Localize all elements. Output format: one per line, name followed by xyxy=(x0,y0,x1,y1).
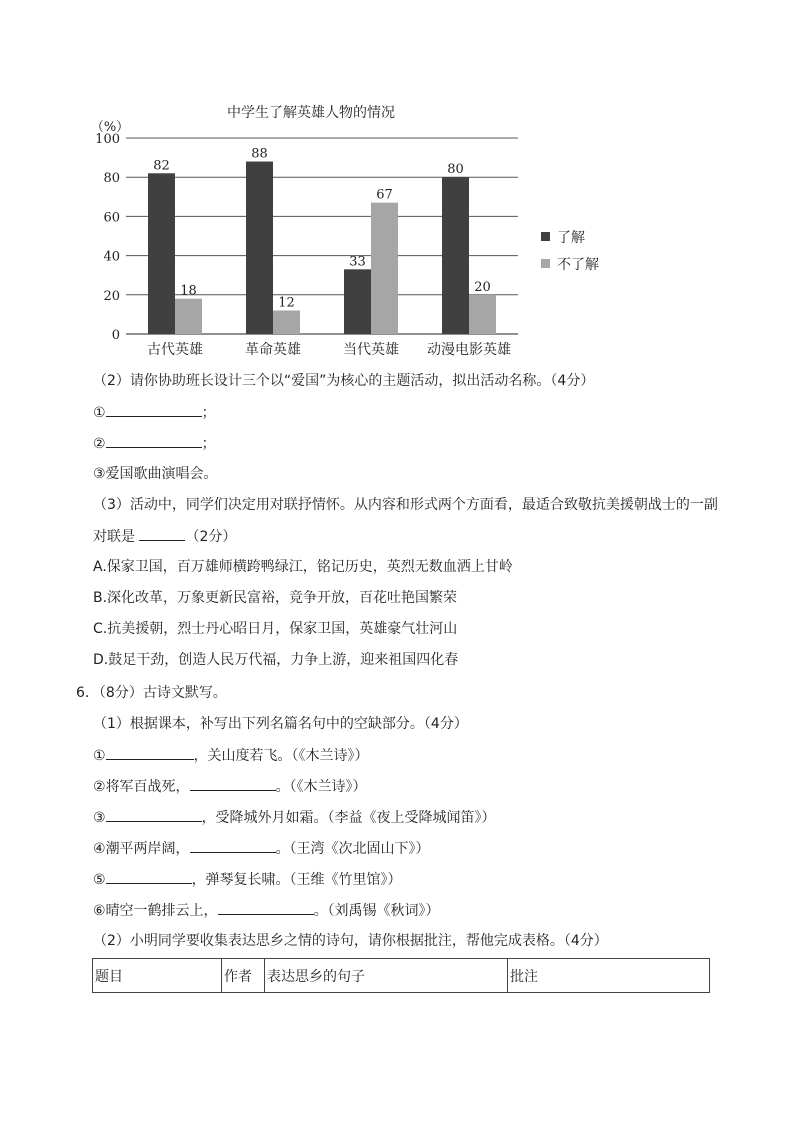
bar-data-label: 33 xyxy=(349,254,366,270)
answer-blank[interactable] xyxy=(106,433,202,448)
answer-blank[interactable] xyxy=(106,745,194,760)
item-after: 。（王湾《次北固山下》） xyxy=(275,841,430,857)
table-header-row xyxy=(93,959,710,993)
q3-prompt-line2 xyxy=(93,526,236,547)
bar-unknown xyxy=(469,295,496,334)
poem-item-2 xyxy=(93,776,367,797)
y-tick-label: 40 xyxy=(103,249,120,265)
header-note: 批注 xyxy=(508,959,710,993)
item-after: ，受降城外月如霜。（李益《夜上受降城闻笛》） xyxy=(201,810,496,826)
item-end: ； xyxy=(201,405,216,421)
poem-item-3 xyxy=(93,807,496,828)
bar-data-label: 82 xyxy=(153,158,170,174)
answer-blank[interactable] xyxy=(106,402,202,417)
y-tick-label: 60 xyxy=(103,210,120,226)
bar-data-label: 18 xyxy=(180,283,197,299)
bar-data-label: 20 xyxy=(474,279,491,295)
poem-item-4 xyxy=(93,838,430,859)
q2-item-2 xyxy=(93,433,216,454)
bar-unknown xyxy=(175,299,202,334)
bar-known xyxy=(148,173,175,334)
y-tick-label: 20 xyxy=(103,288,120,304)
item-after: ，关山度若飞。（《木兰诗》） xyxy=(193,748,369,764)
item-after: 。（《木兰诗》） xyxy=(275,779,367,795)
chart-bars xyxy=(148,147,496,334)
answer-blank[interactable] xyxy=(190,838,276,853)
item-number: ⑥ xyxy=(93,903,106,919)
item-after: ，弹琴复长啸。（王维《竹里馆》） xyxy=(191,872,402,888)
legend-swatch xyxy=(541,232,550,241)
item-before: 将军百战死， xyxy=(105,779,190,795)
bar-unknown xyxy=(371,203,398,334)
header-title: 题目 xyxy=(93,959,222,993)
option-d: D.鼓足干劲，创造人民万代福，力争上游，迎来祖国四化春 xyxy=(93,652,459,668)
item-number: ⑤ xyxy=(93,872,106,888)
x-tick-label: 革命英雄 xyxy=(245,342,301,358)
y-tick-label: 0 xyxy=(111,328,120,343)
poem-item-5 xyxy=(93,869,402,890)
y-tick-label: 100 xyxy=(95,132,120,147)
bar-unknown xyxy=(273,310,300,334)
item-before: 晴空一鹤排云上， xyxy=(105,903,218,919)
item-before: 潮平两岸阔， xyxy=(105,841,190,857)
bar-known xyxy=(344,269,371,334)
answer-blank[interactable] xyxy=(106,869,192,884)
option-b: B.深化改革，万象更新民富裕，竞争开放，百花吐艳国繁荣 xyxy=(93,590,458,606)
bar-data-label: 80 xyxy=(447,162,464,178)
q6-sub2: （2）小明同学要收集表达思乡之情的诗句，请你根据批注，帮他完成表格。（4分） xyxy=(93,933,608,949)
legend-label: 了解 xyxy=(557,230,585,246)
poem-table xyxy=(92,958,710,993)
bar-data-label: 67 xyxy=(376,187,393,203)
bar-data-label: 12 xyxy=(278,295,295,311)
header-line: 表达思乡的句子 xyxy=(265,959,508,993)
answer-blank[interactable] xyxy=(139,526,185,541)
answer-blank[interactable] xyxy=(106,807,202,822)
score-text: （2分） xyxy=(185,529,237,545)
bar-known xyxy=(246,162,273,334)
legend-swatch xyxy=(541,259,550,268)
header-author: 作者 xyxy=(222,959,265,993)
x-axis-labels xyxy=(147,341,511,358)
item-number: ② xyxy=(93,779,106,795)
item-end: ； xyxy=(201,436,216,452)
x-tick-label: 动漫电影英雄 xyxy=(427,342,511,358)
bar-data-label: 88 xyxy=(251,146,268,162)
q6-sub1: （1）根据课本，补写出下列名篇名句中的空缺部分。（4分） xyxy=(93,716,468,732)
q2-item-3: ③爱国歌曲演唱会。 xyxy=(93,466,218,482)
q6-header: 6．（8分）古诗文默写。 xyxy=(76,685,227,701)
bar-known xyxy=(442,177,469,334)
legend-label: 不了解 xyxy=(557,257,599,273)
y-axis-unit: （%） xyxy=(90,120,130,135)
q2-prompt: （2）请你协助班长设计三个以“爱国”为核心的主题活动，拟出活动名称。（4分） xyxy=(93,373,595,389)
answer-blank[interactable] xyxy=(218,900,314,915)
item-number: ② xyxy=(93,436,106,452)
prompt-text: 对联是 xyxy=(93,529,135,545)
item-number: ① xyxy=(93,405,106,421)
chart-title: 中学生了解英雄人物的情况 xyxy=(227,105,395,121)
x-tick-label: 当代英雄 xyxy=(343,342,399,358)
y-tick-label: 80 xyxy=(103,171,120,187)
chart-legend xyxy=(541,230,599,273)
bar-chart xyxy=(0,0,794,370)
item-number: ① xyxy=(93,748,106,764)
poem-item-6 xyxy=(93,900,440,921)
option-c: C.抗美援朝，烈士丹心昭日月，保家卫国，英雄豪气壮河山 xyxy=(93,621,458,637)
item-after: 。（刘禹锡《秋词》） xyxy=(313,903,440,919)
q2-item-1 xyxy=(93,402,216,423)
item-number: ④ xyxy=(93,841,106,857)
poem-item-1 xyxy=(93,745,369,766)
item-number: ③ xyxy=(93,810,106,826)
q3-prompt-line1: （3）活动中，同学们决定用对联抒情怀。从内容和形式两个方面看，最适合致敬抗美援朝战士的一副 xyxy=(93,497,718,513)
y-axis-ticks xyxy=(95,132,120,343)
option-a: A.保家卫国，百万雄师横跨鸭绿江，铭记历史，英烈无数血洒上甘岭 xyxy=(93,559,513,575)
x-tick-label: 古代英雄 xyxy=(147,342,203,358)
answer-blank[interactable] xyxy=(190,776,276,791)
